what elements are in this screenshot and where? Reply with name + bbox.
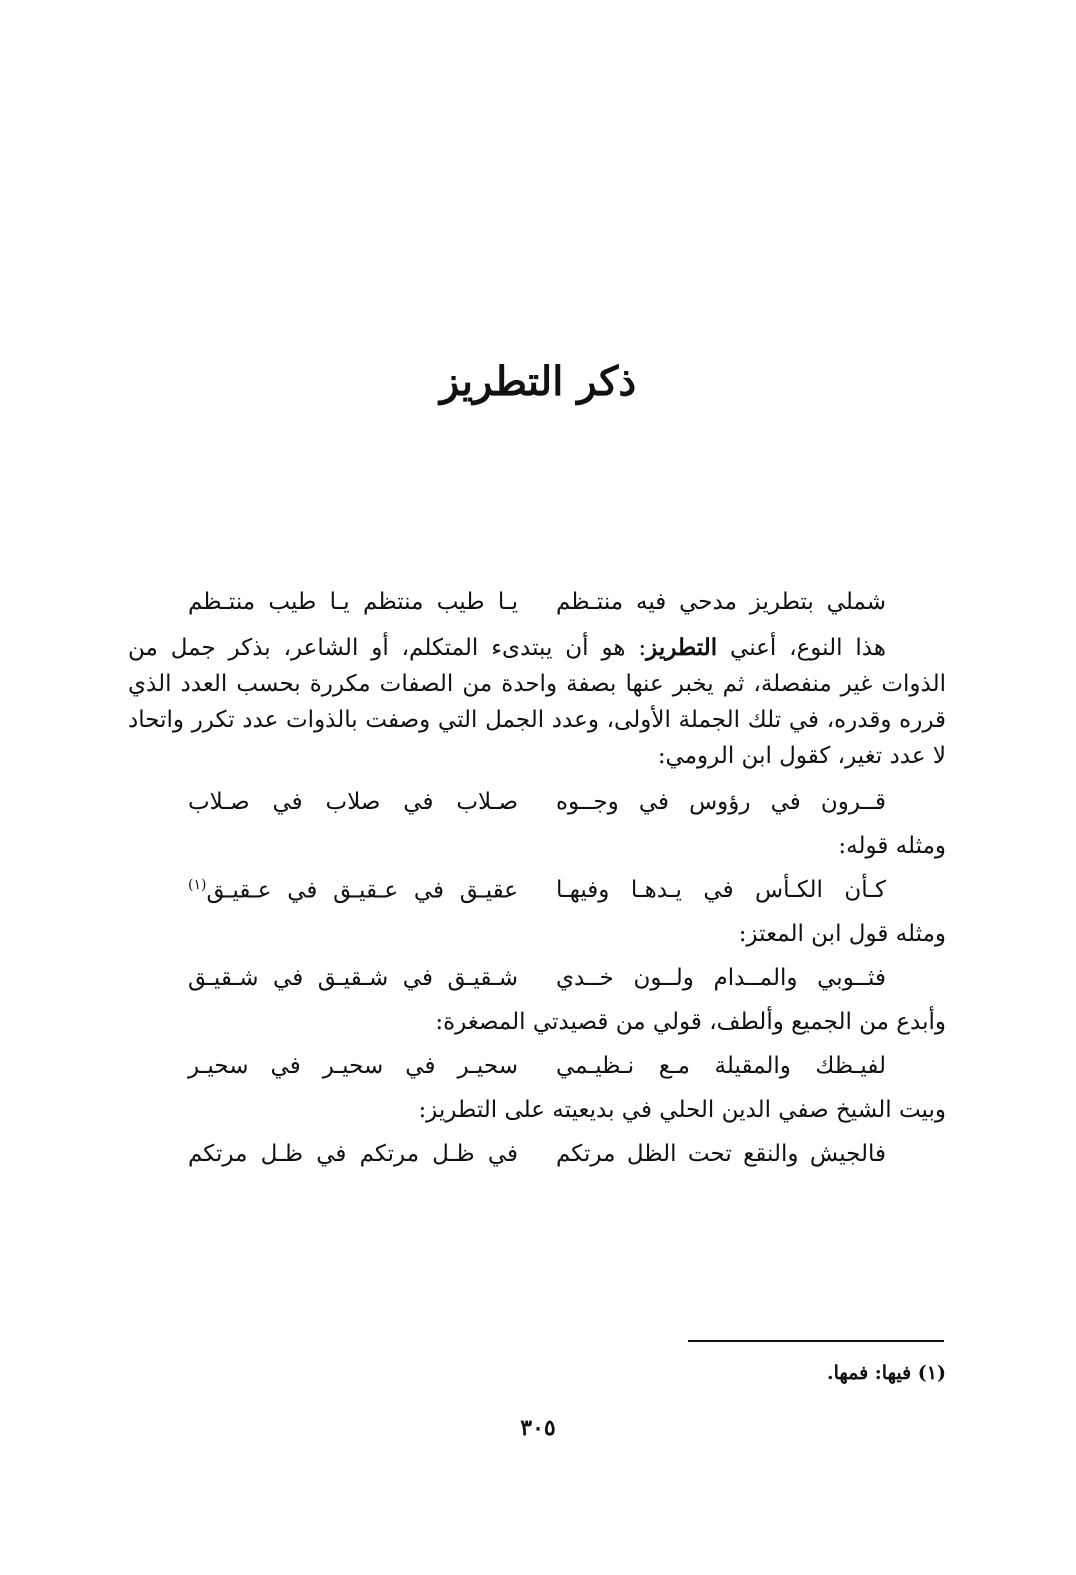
verse-line — [128, 1042, 946, 1090]
verse-second-hemistich — [188, 877, 518, 904]
verse-second-hemistich: صـلاب في صلاب في صـلاب — [188, 789, 518, 815]
footnote: (١) فيها: فمها. — [826, 1362, 946, 1384]
page-title: ذكر التطريز — [439, 358, 637, 405]
term-highlight: التطريز — [646, 634, 718, 661]
verse-first-hemistich: كـأن الكـأس في يـدهـا وفيهـا — [556, 877, 886, 903]
verse-line — [128, 578, 946, 626]
verse-second-hemistich: شـقيـق في شـقيـق في شـقيـق — [188, 965, 518, 991]
paragraph-body: : هو أن يبتدىء المتكلم، أو الشاعر، بذكر جمل من الذوات غير منفصلة، ثم يخبر عنها بصفة واحدة من الصفات مكررة بحسب العدد الذي قرره وقدره، في تلك الجملة الأولى، وعدد الجمل التي وصفت بالذوات عدد تكرر واتحاد لا عدد تغير، كقول ابن الرومي: — [128, 635, 946, 769]
quote-intro: ومثله قول ابن المعتز: — [738, 921, 946, 947]
page-number: ٣٠٥ — [520, 1415, 556, 1441]
paragraph-lead: هذا النوع، أعني — [730, 635, 887, 661]
verse-second-text: عقيـق في عـقيـق في عـقيـق — [206, 877, 518, 904]
verse-first-hemistich: لفيـظك والمقيلة مـع نـظيـمي — [556, 1053, 886, 1079]
quote-intro: ومثله قوله: — [838, 833, 946, 859]
verse-first-hemistich: فالجيش والنقع تحت الظل مرتكم — [556, 1141, 886, 1167]
main-text — [128, 578, 946, 1178]
quote-intro: وبيت الشيخ صفي الدين الحلي في بديعيته على التطريز: — [418, 1097, 946, 1123]
verse-line — [128, 866, 946, 914]
footnote-divider — [688, 1340, 944, 1342]
verse-line — [128, 778, 946, 826]
verse-second-hemistich: سحيـر في سحيـر في سحيـر — [188, 1053, 518, 1079]
quote-intro: وأبدع من الجميع وألطف، قولي من قصيدتي المصغرة: — [435, 1009, 946, 1035]
verse-line — [128, 1130, 946, 1178]
footnote-ref: (١) — [188, 876, 207, 893]
paragraph — [128, 630, 946, 774]
verse-second-hemistich: يـا طيب منتظم يـا طيب منتـظم — [188, 589, 518, 615]
verse-second-hemistich: في ظـل مرتكم في ظـل مرتكم — [188, 1141, 518, 1167]
verse-first-hemistich: قــرون في رؤوس في وجــوه — [556, 789, 886, 815]
verse-first-hemistich: فثــوبي والمــدام ولــون خــدي — [556, 965, 886, 991]
verse-line — [128, 954, 946, 1002]
verse-first-hemistich: شملي بتطريز مدحي فيه منتـظم — [556, 589, 886, 615]
